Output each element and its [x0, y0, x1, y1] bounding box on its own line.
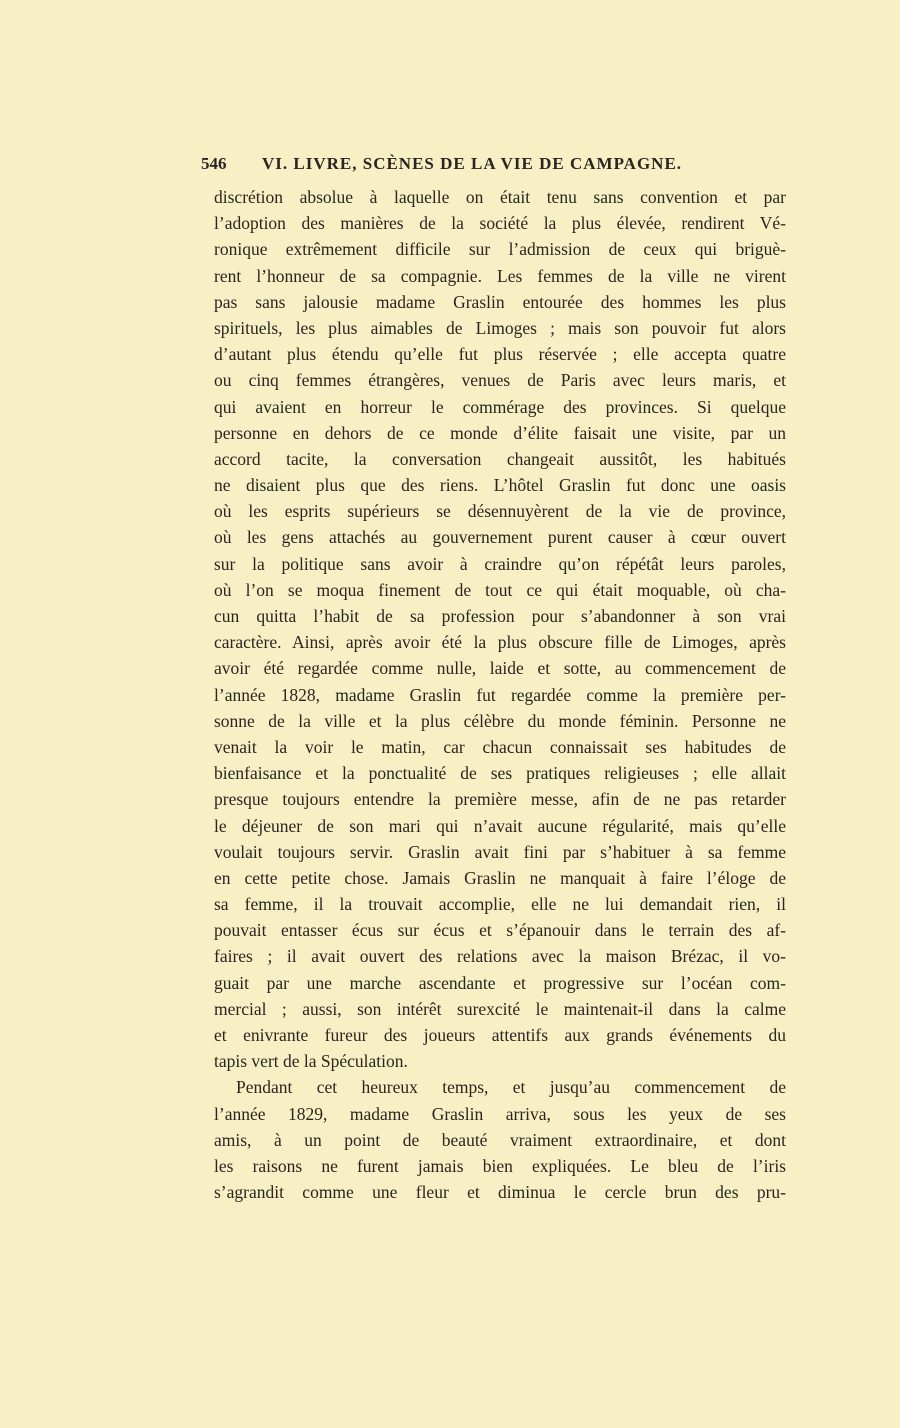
text-line: d’autant plus étendu qu’elle fut plus réservée ; elle accepta quatre — [214, 344, 786, 365]
text-line: mercial ; aussi, son intérêt surexcité le maintenait-il dans la calme — [214, 998, 786, 1019]
text-line: guait par une marche ascendante et progressive sur l’océan com- — [214, 972, 786, 993]
text-line: le déjeuner de son mari qui n’avait aucune régularité, mais qu’elle — [214, 815, 786, 836]
running-title: VI. LIVRE, SCÈNES DE LA VIE DE CAMPAGNE. — [262, 154, 683, 173]
text-line: pouvait entasser écus sur écus et s’épanouir dans le terrain des af- — [214, 920, 786, 941]
text-line: sur la politique sans avoir à craindre qu’on répétât leurs paroles, — [214, 553, 786, 574]
text-line: sa femme, il la trouvait accomplie, elle ne lui demandait rien, il — [214, 894, 786, 915]
text-line: et enivrante fureur des joueurs attentifs aux grands événements du — [214, 1025, 786, 1045]
text-line: caractère. Ainsi, après avoir été la plus obscure fille de Limoges, après — [214, 632, 786, 653]
text-line: spirituels, les plus aimables de Limoges ; mais son pouvoir fut alors — [214, 317, 786, 338]
text-line: bienfaisance et la ponctualité de ses pratiques religieuses ; elle allait — [214, 763, 786, 784]
text-line: s’agrandit comme une fleur et diminua le cercle brun des pru- — [214, 1182, 786, 1203]
text-line: en cette petite chose. Jamais Graslin ne manquait à faire l’éloge de — [214, 867, 786, 888]
text-line: les raisons ne furent jamais bien expliquées. Le bleu de l’iris — [214, 1155, 786, 1176]
text-line: presque toujours entendre la première messe, afin de ne pas retarder — [214, 789, 786, 810]
text-line: où les esprits supérieurs se désennuyèrent de la vie de province, — [214, 501, 786, 522]
body-text — [214, 184, 786, 1205]
text-line: discrétion absolue à laquelle on était tenu sans convention et par — [214, 187, 786, 207]
text-line: voulait toujours servir. Graslin avait fini par s’habituer à sa femme — [214, 841, 786, 862]
text-line: faires ; il avait ouvert des relations avec la maison Brézac, il vo- — [214, 946, 786, 967]
text-line: Pendant cet heureux temps, et jusqu’au commencement de — [236, 1077, 786, 1098]
text-line: ronique extrêmement difficile sur l’admission de ceux qui briguè- — [214, 239, 786, 260]
text-line: où les gens attachés au gouvernement purent causer à cœur ouvert — [214, 527, 786, 548]
text-line: pas sans jalousie madame Graslin entourée des hommes les plus — [214, 291, 786, 312]
page-number: 546 — [201, 154, 227, 173]
text-line: où l’on se moqua finement de tout ce qui était moquable, où cha- — [214, 579, 786, 600]
text-line: avoir été regardée comme nulle, laide et sotte, au commencement de — [214, 658, 786, 679]
text-line: tapis vert de la Spéculation. — [214, 1051, 408, 1072]
text-line: accord tacite, la conversation changeait aussitôt, les habitués — [214, 448, 786, 469]
text-line: ou cinq femmes étrangères, venues de Paris avec leurs maris, et — [214, 370, 786, 391]
text-line: ne disaient plus que des riens. L’hôtel Graslin fut donc une oasis — [214, 475, 786, 496]
text-line: qui avaient en horreur le commérage des provinces. Si quelque — [214, 396, 786, 417]
text-line: personne en dehors de ce monde d’élite faisait une visite, par un — [214, 422, 786, 443]
text-line: sonne de la ville et la plus célèbre du monde féminin. Personne ne — [214, 710, 786, 731]
text-line: l’année 1829, madame Graslin arriva, sous les yeux de ses — [214, 1103, 786, 1124]
text-line: l’adoption des manières de la société la plus élevée, rendirent Vé- — [214, 213, 786, 234]
text-line: l’année 1828, madame Graslin fut regardée comme la première per- — [214, 684, 786, 705]
text-line: cun quitta l’habit de sa profession pour s’abandonner à son vrai — [214, 606, 786, 626]
text-line: rent l’honneur de sa compagnie. Les femmes de la ville ne virent — [214, 265, 786, 286]
text-line: venait la voir le matin, car chacun connaissait ses habitudes de — [214, 736, 786, 757]
text-line: amis, à un point de beauté vraiment extraordinaire, et dont — [214, 1129, 786, 1150]
page-header — [201, 154, 786, 178]
